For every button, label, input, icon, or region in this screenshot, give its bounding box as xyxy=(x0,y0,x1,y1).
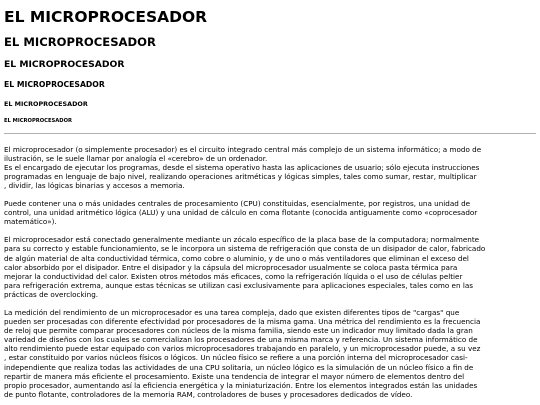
heading-level-2: EL MICROPROCESADOR xyxy=(4,34,156,49)
heading-level-3: EL MICROPROCESADOR xyxy=(4,59,125,71)
paragraph-performance: La medición del rendimiento de un microprocesador es una tarea compleja, dado que existen diferentes tipos de "cargas" que pueden ser procesadas con diferente efectividad por procesadores de la misma gama. Una métrica del rendimiento es la frecuencia de reloj que permite comparar procesadores con núcleos de la misma familia, siendo este un indicador muy limitado dada la gran variedad de diseños con los cuales se comercializan los procesadores de una misma marca y referencia. Un sistema informático de alto rendimiento puede estar equipado con varios microprocesadores trabajando en paralelo, y un microprocesador puede, a su vez , estar constituido por varios núcleos físicos o lógicos. Un núcleo físico se refiere a una porción interna del microprocesador casi- independiente que realiza todas las actividades de una CPU solitaria, un núcleo lógico es la simulación de un núcleo físico a fin de repartir de manera más eficiente el procesamiento. Existe una tendencia de integrar el mayor número de elementos dentro del propio procesador, aumentando así la eficiencia energética y la miniaturización. Entre los elementos integrados están las unidades de punto flotante, controladores de la memoria RAM, controladores de buses y procesadores dedicados de vídeo. xyxy=(4,308,481,399)
heading-level-1: EL MICROPROCESADOR xyxy=(4,8,208,26)
heading-level-6: EL MICROPROCESADOR xyxy=(4,118,72,125)
horizontal-divider xyxy=(4,133,536,134)
paragraph-components: Puede contener una o más unidades centrales de procesamiento (CPU) constituidas, esencialmente, por registros, una unidad de control, una unidad aritmético lógica (ALU) y una unidad de cálculo en coma flotante (conocida antiguamente como «coprocesador matemático»). xyxy=(4,199,478,227)
heading-level-5: EL MICROPROCESADOR xyxy=(4,100,88,108)
heading-level-4: EL MICROPROCESADOR xyxy=(4,80,105,90)
paragraph-cooling: El microprocesador está conectado generalmente mediante un zócalo específico de la placa base de la computadora; normalmente para su correcto y estable funcionamiento, se le incorpora un sistema de refrigeración que consta de un disipador de calor, fabricado de algún material de alta conductividad térmica, como cobre o aluminio, y de uno o más ventiladores que eliminan el exceso del calor absorbido por el disipador. Entre el disipador y la cápsula del microprocesador usualmente se coloca pasta térmica para mejorar la conductividad del calor. Existen otros métodos más eficaces, como la refrigeración líquida o el uso de células peltier para refrigeración extrema, aunque estas técnicas se utilizan casi exclusivamente para aplicaciones especiales, tales como en las prácticas de overclocking. xyxy=(4,235,486,299)
paragraph-definition: El microprocesador (o simplemente procesador) es el circuito integrado central más complejo de un sistema informático; a modo de ilustración, se le suele llamar por analogía el «cerebro» de un ordenador. Es el encargado de ejecutar los programas, desde el sistema operativo hasta las aplicaciones de usuario; sólo ejecuta instrucciones programadas en lenguaje de bajo nivel, realizando operaciones aritméticas y lógicas simples, tales como sumar, restar, multiplicar , dividir, las lógicas binarias y accesos a memoria. xyxy=(4,144,482,190)
